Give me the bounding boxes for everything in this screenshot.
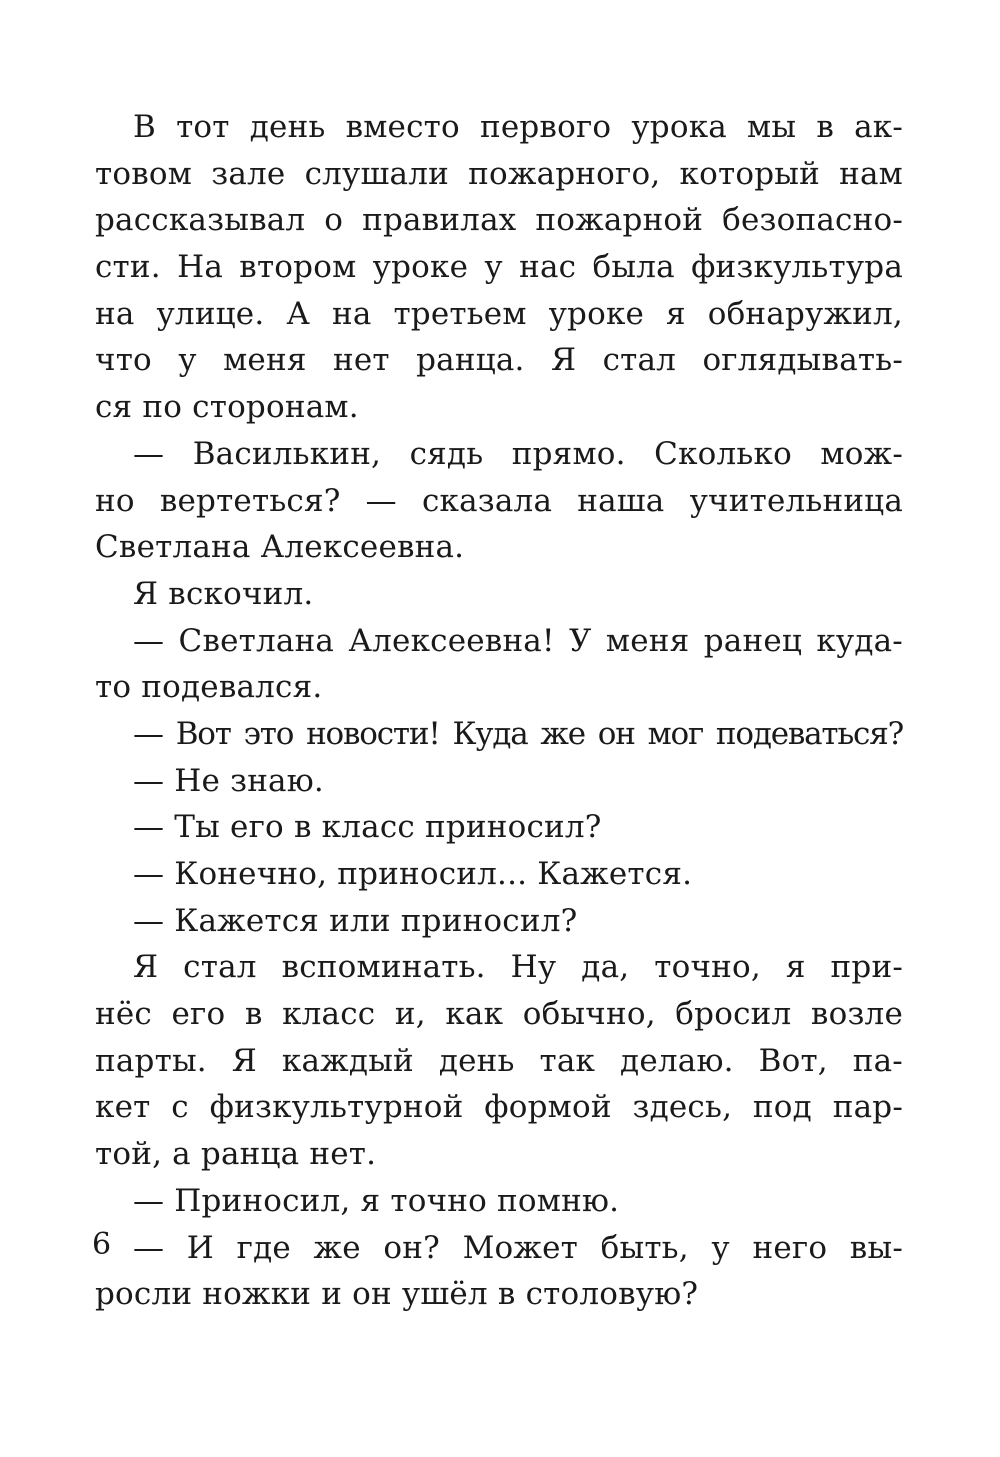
text-body [95,104,903,1318]
text-line: нёс его в класс и, как обычно, бросил возле [95,996,903,1033]
text-line: что у меня нет ранца. Я стал оглядывать- [95,342,903,379]
text-line: Я вскочил. [133,575,314,612]
text-line: Я стал вспоминать. Ну да, точно, я при- [133,949,903,986]
text-line: — Вот это новости! Куда же он мог подеваться? [133,715,903,752]
text-line: но вертеться? — сказала наша учительница [95,482,903,519]
text-line: — Василькин, сядь прямо. Сколько мож- [133,435,903,472]
text-line: то подевался. [95,669,323,706]
text-line: сти. На втором уроке у нас была физкультура [95,249,903,286]
page-number: 6 [92,1227,112,1262]
text-line: ся по сторонам. [95,389,359,426]
text-line: В тот день вместо первого урока мы в ак- [133,109,903,145]
text-line: — Приносил, я точно помню. [133,1182,620,1219]
text-line: Светлана Алексеевна. [95,529,465,566]
text-line: кет с физкультурной формой здесь, под пар- [95,1089,903,1126]
text-line: — Кажется или приносил? [133,902,578,939]
text-line: парты. Я каждый день так делаю. Вот, па- [95,1042,903,1079]
text-line: той, а ранца нет. [95,1136,377,1173]
text-line: росли ножки и он ушёл в столовую? [95,1276,699,1313]
text-line: — Не знаю. [133,762,324,799]
text-line: рассказывал о правилах пожарной безопасно- [95,202,903,239]
text-line: — Ты его в класс приносил? [133,809,602,846]
text-line: на улице. А на третьем уроке я обнаружил, [95,295,903,332]
text-line: — Светлана Алексеевна! У меня ранец куда- [133,622,903,659]
text-line: товом зале слушали пожарного, который нам [95,155,903,192]
text-line: — И где же он? Может быть, у него вы- [133,1229,903,1266]
text-line: — Конечно, приносил... Кажется. [133,856,693,892]
